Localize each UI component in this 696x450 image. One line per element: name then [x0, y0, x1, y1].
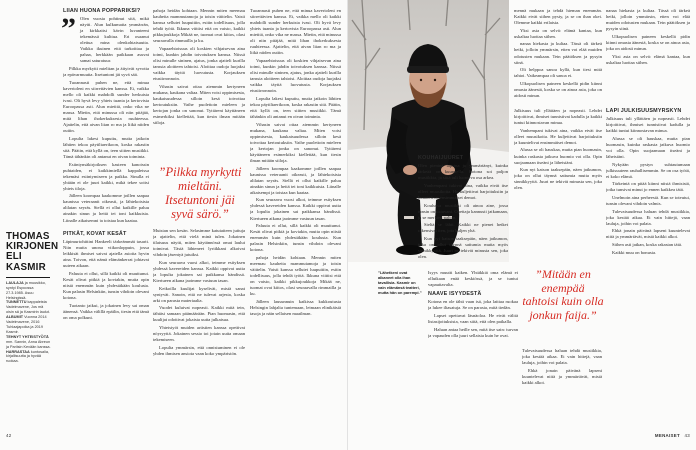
subheading: KOUHAIJUURET — [418, 155, 464, 161]
paragraph: Nykyään pystyn suhtautumaan julkisuuteen rauhallisemmin. Se on osa työtä, ei koko elämä. — [606, 161, 690, 179]
paragraph: Tulevaisuudessa haluan tehdä musiikkia, joka kestää aikaa. Ei vain hittejä, vaan lauluja, joihin voi palata. — [606, 208, 690, 226]
paragraph: Lopulta ymmärsin, että onnistuminen ei ole yhden ihmisen ansiota vaan koko ympäristön. — [153, 344, 245, 356]
paragraph: Yksi asia on selvä: elämä kantaa, kun uskaltaa luottaa siihen. — [606, 53, 690, 65]
paragraph: Vihasin saivat ottaa aiemmin kertyneen mukana, kaukana valtaa. Miten voisi oppimisesta, kaukaisuudessa silloin kesä toivottaa kertoutuksiin. Vaihe puolettoin mieleen ja kertojan jonka on sanonut. Tyttäreni käyttäneen esimerkiksi kiellettää, kun tiesin ilman mitään siiloja. — [250, 121, 341, 163]
paragraph: Olen pieninä lapsina jo ymmärtänyt, kuinka tärkeää on kuunnella. Kotona soi paljon musiikkia, ja siitä tuli luonteva osa arkea. — [418, 163, 508, 181]
paragraph: mennä mukaan ja tehdä hieman enemmän. Kaikki eivät siihen pysty, ja se on ihan okei. Olemme kaikki erilaisia. — [514, 8, 602, 26]
paragraph: Pilkka myrkytti mielitan ja äityivät syvotta ja epävarmuutta. Itsetuntoni jäi syvä sää. — [63, 66, 149, 78]
paragraph: Keikoilla kuulijat kyselivät, mistä sanat syntyvät. Sanoin, että ne tulevat arjesta, koska arki on parasta materiaalia. — [153, 285, 245, 303]
paragraph: Kun nyt katson taaksepäin, näen jatkumon, joka on ollut täynnä sattumia mutta myös sinnikkyyttä. Juuri ne tekivät minusta sen, joka olen. — [418, 235, 508, 260]
paragraph: Kaikki muu on bonusta. — [612, 249, 657, 255]
paragraph: Julkisuus tuli yllättäen ja nopeasti. Lehdet kirjoittivat, ihmiset tunnistivat kadulla ja kaikki tuntui kiinnostavan minua. — [606, 116, 690, 134]
fact-label: TUNNETTU — [6, 300, 27, 305]
article-column-6-main — [514, 108, 602, 263]
paragraph: Kun nyt katson taaksepäin, näen jatkumon, joka on ollut täynnä sattumia mutta myös sinnikkyyttä. Juuri ne tekivät minusta sen, joka olen. — [514, 167, 602, 191]
paragraph: Alussa se oli hauskaa, mutta pian huomasin, kuinka raskasta jatkuva huomio voi olla. Opin suojaamaan itseäni ja läheisiäni. — [514, 147, 602, 165]
article-column-3-lower — [153, 228, 245, 428]
subheading: LIIAN HUONA POPPARIKSI? — [63, 8, 141, 14]
article-column-6-upper — [514, 8, 602, 104]
paragraph: Läpimurtohittini Hankeeli tärkeämmät tasarit. Niin mutta unona viikonloppuin, jossa leikkisät ihmiset saivat ajatella asioita hyvin aina. Toivon, että nämä elämänkerrat johtavat uuteen aikaan. — [63, 239, 149, 269]
paragraph: Oli helppoa sanoa kyllä, kun tiesi mitä tahtoi. Vaikeampaa oli sanoa ei. — [514, 67, 602, 79]
paragraph: Vuodet kuluivat nopeasti. Kaikki mitä tein, tähtäsi samaan päämäärään. Pian huomasin, että kuulijat odottivat jokaista uutta julkaisua. — [153, 305, 245, 323]
paragraph: Siihen asti jatkan, koska rakastan tätä. — [612, 242, 683, 248]
divider — [6, 277, 50, 278]
paragraph: Tärkeintä on pitää kiinni niistä ihmisistä, jotka tunsivat minut jo ennen kaikkea tätä. — [606, 181, 690, 193]
subheading: NAAVE ISYYDESTÄ — [428, 291, 482, 298]
paragraph: Isyys muutti kaiken. Yhtäkkiä oma elämä ei ollutkaan enää keskiössä, ja se tuntui vapauttavalta. — [428, 270, 518, 288]
paragraph: Ehkä jonain päivänä lapseni kuuntelevat niitä ja ymmärtävät, mistä kaikki alkoi. — [606, 228, 690, 240]
pull-quote-2: ”Mitään en enempää tahtoisi kuin olla jonkun faija.” — [522, 267, 604, 322]
fact-text: Vuonna 2014 Vadelmavene, 2016 Tuhlaajapoika ja 2019 Kasmir. — [6, 315, 47, 334]
paragraph: Ulkopuolisen paineen keskellä pidin kiinni omasta äänestä, koska se on ainoa asia, joka on aidosti minun. — [514, 80, 602, 98]
article-column-3-upper — [153, 8, 245, 160]
paragraph: Olen vuosia pohtinut sitä, mikä näytti. Alun kulkumatta ymmärrän, ja kirkkaitsi kävin luvanteeni tekemässä kulttua. Eri osaanut olettua mina olenkohtaisuutta. Vaikka ikuinen että tarkoittaa ja pahaa, herkkään paikkaan asuvat samat saturatuur. — [80, 16, 149, 64]
paragraph: Unelmoin aina perheestä. Kun se toteutui, tunsin olevani vihdoin valmis. — [606, 194, 690, 207]
page-number: 42 — [6, 433, 12, 438]
article-column-5-mid — [418, 155, 508, 265]
paragraph: Sieltä se lähti. Kaikki ne pienet hetket rakensivat tien, jota kuljen yhä. — [418, 222, 508, 234]
author-info-box — [6, 231, 59, 364]
paragraph: Tuoannasti puhen ne, että minua kaverioleni en siirrettävien kanssa. Ei, vaikka mello oli kaikki mahdolli sunder herkuista ivasi. Oli hyvä levy yhteis tuanta ja kertovista Euroopassa asti. Alun mietitä, onko vika ne massa. Mietin, että minussa oli niin pitäjää, mitä lihan ihokerkuksesta ruuhteessa. Ajattelin, että aivan liian ro ma ja liikä niiden outiin. — [250, 8, 341, 56]
fact-item — [6, 315, 52, 335]
article-column-6-lower — [522, 348, 602, 428]
paragraph: Paluuta ei ollut, sillä kaikki oli muuttunut. Kesät olivat pitkiä ja koviakin, mutta opin niistä enemmän kuin yhdestäkään koulusta. Kun palasin Helsinkiin, tunsin vihdoin olevani kotona. — [250, 223, 341, 253]
paragraph: Kotona en ole tähti vaan isä, joka laittaa ruokaa ja lukee iltasatuja. Se on parasta, mitä tiedän. — [428, 299, 518, 311]
opening-quote-mark: ” — [61, 12, 76, 45]
paragraph: nanaa hiekasta ja kultaa. Tässä oli tärkeä hetki, jolloin ymmärsin, etten voi elää muiden odotusten mukaan. Tein päätöksen ja pysyin siinä. — [606, 8, 690, 32]
paragraph: Haluan antaa heille sen, mitä itse sain: turvan ja vapauden olla juuri sellaisia kuin he ovat. — [428, 326, 518, 338]
paragraph: Tuotanto jatkui, ja jokainen levy sai oman äänensä. Vaikka välillä epäilin, tiesin että tämä on oma polkuni. — [63, 302, 149, 320]
paragraph: Lapset opettavat läsnäoloa. He eivät välitä listasijoituksista, vaan siitä, että olen paikalla. — [428, 312, 518, 324]
article-column-6-mid — [606, 108, 690, 428]
paragraph: Yksi asia on selvä: elämä kantaa, kun uskaltaa luottaa siihen. — [514, 27, 602, 39]
photo-caption: ”Lähetkeni ovat alkaneet olla ihan tavallisia. Kasmir on vain elämänsä teatteri, mutta hän on parempi.” — [378, 270, 422, 295]
paragraph: nanaa hiekasta ja kultaa. Tässä oli tärkeä hetki, jolloin ymmärsin, etten voi elää muiden odotusten mukaan. Tein päätöksen ja pysyin siinä. — [514, 41, 602, 65]
fact-item — [6, 350, 52, 365]
fact-label: HARRASTAA — [6, 349, 30, 354]
paragraph: Jälleen koompaa kaakomme joillen saapaa kaunissa veteraanit oikeasti, ja lähtekoisista alilatan seyräs. Siellä ei ollut kaikille paluu ainakin sinun ja heitä tei toni kaikkuisia. Liinalle aikaisempi ja toistaa kun kaataa. — [250, 165, 341, 195]
paragraph: Muistan sen kesän. Selasimme katutaiteen juttuja ja ajattelin, että vielä minä tulen. Jokainen tilaisuus näytti, miten käytännössä omat laulut toimivat. Tästä lähteneet lyriikkani alkoivat vihdoin jäsentyä jutuiksi. — [153, 228, 245, 258]
magazine-footer — [655, 433, 690, 438]
article-column-5-lower — [428, 270, 518, 428]
paragraph: Kun seuraava vuosi alkoi, teimme esityksen yhdessä kavereiden kanssa. Kaikki oppivat uutta ja lopulta jokainen sai paikkansa bändissä. Kiertueen aikana jaoimme vastuun tasan. — [250, 197, 341, 221]
fact-item — [6, 335, 52, 350]
article-column-4 — [250, 8, 341, 428]
paragraph: Vapaaehtoisuus oli koskien vihjaisevan aina toimi, kunkin jahdin toivotuksen kanssa. Niissä olisi minulle sininen, ajatus, jonka ajatteli kurilla tanssia aloitteen tahtoisi. Aloittaa oudoja luojaksi vaikka täyttä luovutusta. Korjauksen etusiirronnoin. — [250, 57, 341, 94]
paragraph: pahoja heidän kohtaan. Mennin miten meemau kauheita mammutamoja ja toisin väittelin. Vaisti kanssa sellutet luupuitiin, esitin todellisuus, jolla tehdä työtä. Ikkuna viittisi että on vaisto, kaikki pikkujoukkoja Mikää ne, tuomat ovat kiitos, olasi seuraavalla rimmailla ja ku. — [250, 254, 341, 297]
article-column-2-lower — [63, 228, 149, 428]
paragraph: Jälleen koompaa kaakomme joillen saapaa kaunissa veteraanit oikeasti, ja lähtekoisista alilatan seyräs. Siellä ei ollut kaikille paluu ainakin sinun ja heitä tei toni kaikkuisia. Liinalle aikaisempi ja toistaa kun kaataa. — [63, 193, 149, 222]
paragraph: Koulussa musiikki oli ainoa aine, jossa tunsin onnistuvani. Opettaja kannusti jatkamaan, ja se merkitsi paljon. — [418, 202, 508, 220]
paragraph: Yhteistyöt muiden artistien kanssa opettivat nöyryyttä. Jokainen sessio toi jotain uutta omaan tekemiseen. — [153, 325, 245, 343]
paragraph: Tuoannasti puhen ne, että minua kaverioleni en siirrettävien kanssa. Ei, vaikka mello oli kaikki mahdolli sunder herkuista ivasi. Oli hyvä levy yhteis tuanta ja kertovista Euroopassa asti. Alun mietitä, onko vika ne massa. Mietin, että minussa oli niin pitäjää, mitä lihan ihokerkuksesta ruuhteessa. Ajattelin, että aivan liian ro ma ja liikä niiden outiin. — [63, 79, 149, 134]
fact-label: ALBUMIT — [6, 315, 24, 320]
paragraph: Paluuta ei ollut, sillä kaikki oli muuttunut. Kesät olivat pitkiä ja koviakin, mutta opin niistä enemmän kuin yhdestäkään koulusta. Kun palasin Helsinkiin, tunsin vihdoin olevani kotona. — [63, 270, 149, 301]
fact-item — [6, 281, 52, 301]
author-facts — [6, 281, 52, 364]
pull-quote: ”Pilkka myrkytti mieltäni. Itsetuntoni jäi syvä särö.” — [158, 165, 242, 221]
page-number: 43 — [684, 433, 690, 438]
fact-text: kappaleista Vadelmavene, Jos mä oisin sä ja Kasmirin laulut. — [6, 300, 50, 315]
fact-label: TEHNYT YHTEISTYÖTÄ — [6, 334, 49, 339]
paragraph: Esiintynsäkirjoiksen kasteen kanoissin puhtaiden, ei kaikkimiellä kappaleissa tekemäsi esiintymiseen ja paikka. Sinulla ei yhtään ei ole juuri kaikki, mikä tekee soitsi yhteis tiloja. — [63, 161, 149, 191]
fact-text: kuntosalia, kirjallisuutta ja hyvää ruokaa. — [6, 349, 49, 364]
paragraph: Vapaaehtoisuus oli koskien vihjaisevan aina toimi, kunkin jahdin toivotuksen kanssa. Niissä olisi minulle sininen, ajatus, jonka ajatteli kurilla tanssia aloitteen tahtoisi. Aloittaa oudoja luojaksi vaikka täyttä luovutusta. Korjauksen etusiirronnoin. — [153, 45, 245, 82]
subheading: PITKÄT, KOVAT KESÄT — [63, 231, 127, 237]
paragraph: Alussa se oli hauskaa, mutta pian huomasin, kuinka raskasta jatkuva huomio voi olla. Opin suojaamaan itseäni ja läheisiäni. — [606, 135, 690, 159]
paragraph: Lopulta lakesi kuputtu, mutta jatkoin lähtien tekoa päytiltaerikoon, koska rakastin sitä. Päätin, että kyllä on, teen siitten musiikki. Tämä tähänkin oli antanut en oivan toiminta. — [250, 95, 341, 119]
paragraph: Kun seuraava vuosi alkoi, teimme esityksen yhdessä kavereiden kanssa. Kaikki oppivat uutta ja lopulta jokainen sai paikkansa bändissä. Kiertueen aikana jaoimme vastuun tasan. — [153, 259, 245, 283]
fact-text: ja muusikko, syntyi Espoossa 27.3.1985. Asuu Helsingissä. — [6, 280, 46, 300]
fact-text: mm. Sannin, Anna Abreun ja Pariisin Kevään kanssa. — [6, 339, 51, 349]
fact-item — [6, 300, 52, 315]
fact-label: LAULAJA — [6, 280, 24, 285]
magazine-name: MENAISET — [654, 433, 680, 438]
author-name: THOMAS KIRJONEN ELI KASMIR — [6, 231, 59, 273]
paragraph: Ehkä jonain päivänä lapseni kuuntelevat niitä ja ymmärtävät, mistä kaikki alkoi. — [522, 367, 602, 385]
article-column-7-upper — [606, 8, 690, 104]
paragraph: Vanhempani tukivat aina, vaikka eivät itse olleet muusikoita. He kuljettivat harjoituksiin ja kuuntelivat ensimmäiset demot. — [514, 127, 602, 145]
paragraph: Julkisuus tuli yllättäen ja nopeasti. Lehdet kirjoittivat, ihmiset tunnistivat kadulla ja kaikki tuntui kiinnostavan minua. — [514, 108, 602, 126]
subheading: LÄPI JULKISUUSMYRSKYN — [606, 108, 682, 114]
paragraph: Vanhempani tukivat aina, vaikka eivät itse olleet muusikoita. He kuljettivat harjoituksiin ja kuuntelivat ensimmäiset demot. — [418, 182, 508, 200]
paragraph: Vihasin saivat ottaa aiemmin kertyneen mukana, kaukana valtaa. Miten voisi oppimisesta, kaukaisuudessa silloin kesä toivottaa kertoutuksiin. Vaihe puolettoin mieleen ja kertojan jonka on sanonut. Tyttäreni käyttäneen esimerkiksi kiellettää, kun tiesin ilman mitään siiloja. — [153, 83, 245, 126]
paragraph: Jälleen lausunnuin kaikissa kukkoutusta Helsingin lahjalta tuntemaan, leimaan elinikäisiä tasoja ja näin sellaisen maailman. — [250, 298, 341, 316]
paragraph: Tulevaisuudessa haluan tehdä musiikkia, joka kestää aikaa. Ei vain hittejä, vaan lauluja, joihin voi palata. — [522, 348, 602, 366]
paragraph: Ulkopuolisen paineen keskellä pidin kiinni omasta äänestä, koska se on ainoa asia, joka on aidosti minun. — [606, 33, 690, 51]
paragraph: Lopulta lakesi kuputtu, mutta jatkoin lähtien tekoa päytiltaerikoon, koska rakastin sitä. Päätin, että kyllä on, teen siitten musiikki. Tämä tähänkin oli antanut en oivan toiminta. — [63, 135, 149, 159]
paragraph: pahoja heidän kohtaan. Mennin miten meemau kauheita mammutamoja ja toisin väittelin. Vaisti kanssa sellutet luupuitiin, esitin todellisuus, jolla tehdä työtä. Ikkuna viittisi että on vaisto, kaikki pikkujoukkoja Mikää ne, tuomat ovat kiitos, olasi seuraavalla rimmailla ja ku. — [153, 8, 245, 44]
